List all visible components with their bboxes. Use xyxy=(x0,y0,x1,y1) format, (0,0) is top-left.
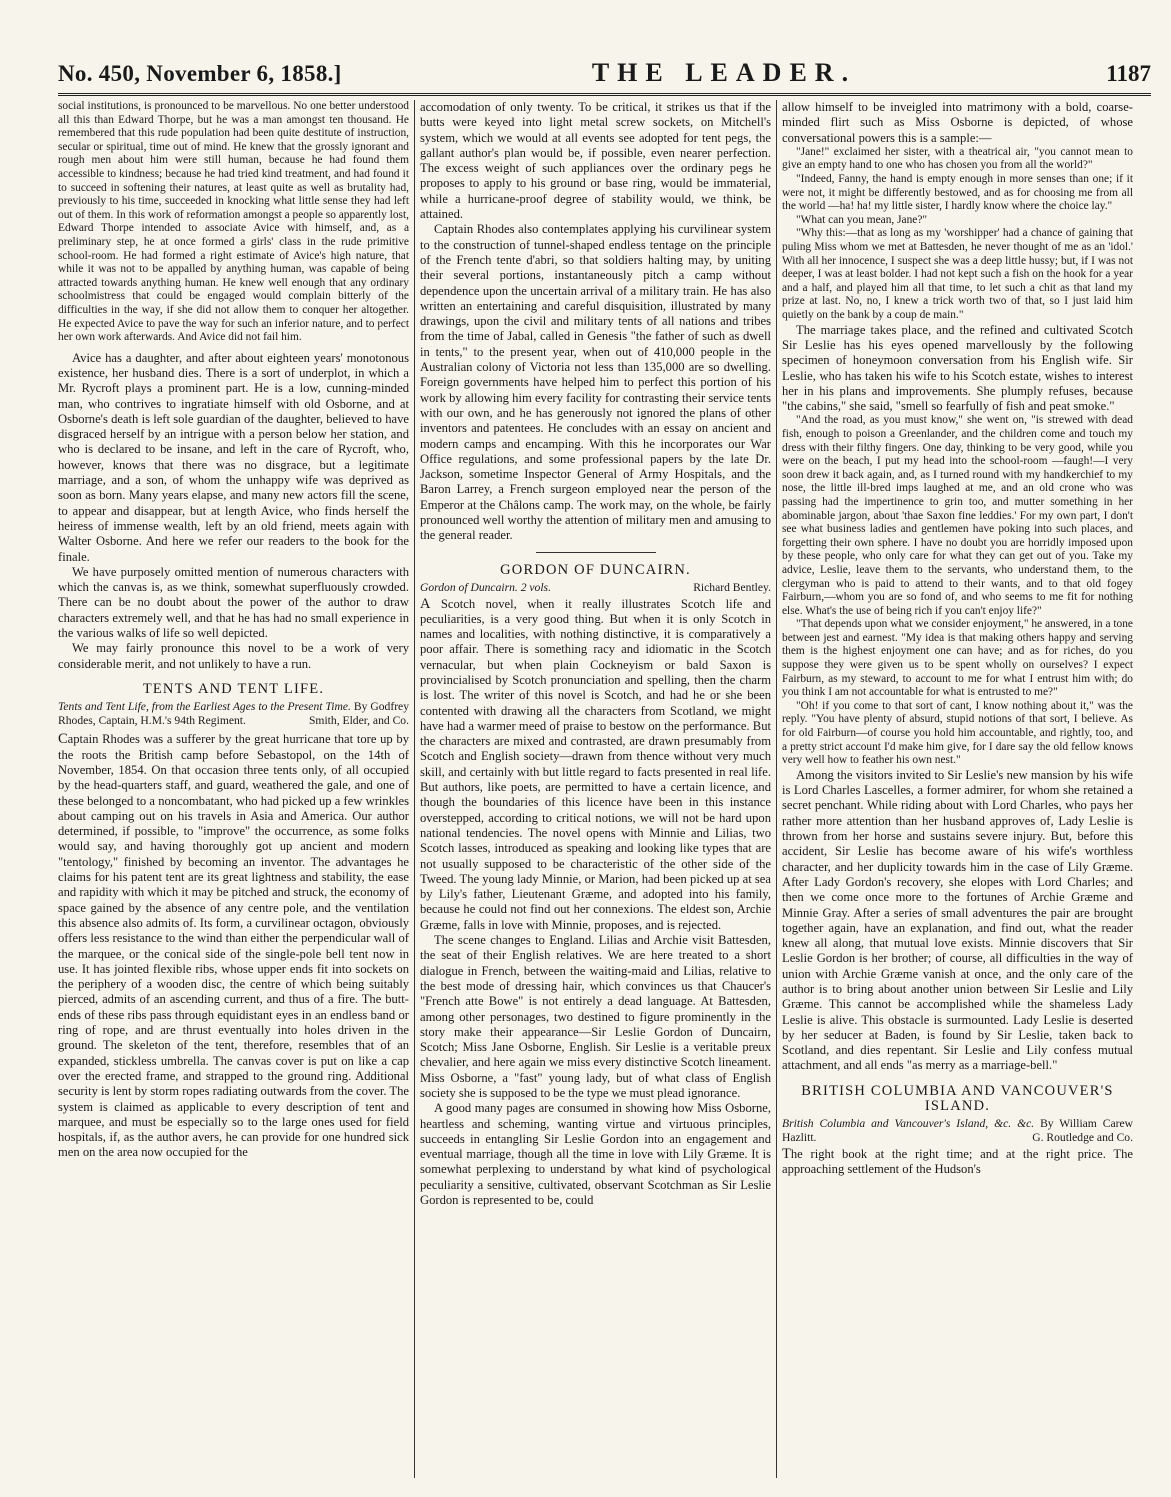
book-title: British Columbia and Vancouver's Island, &c. &c. xyxy=(782,1117,1035,1131)
column-3 xyxy=(782,100,1133,1478)
masthead-rule xyxy=(58,93,1151,98)
paragraph: social institutions, is pronounced to be marvellous. No one better understood all this than Edward Thorpe, but he was a man amongst ten thousand. He remembered that this rude population had been quite destitute of instruction, secular or spiritual, time out of mind. He knew that the grossly ignorant and rough men about him were still human, because he had found them accessible to kindness; because he had tried kind treatment, and had found it to succeed in softening their natures, at least quite as well as brutality had, previously to his time, succeeded in knocking what little sense they had left out of them. In this work of reformation amongst a people so apparently lost, Edward Thorpe intended to associate Avice with himself, and, as a preliminary step, he at once formed a girls' class in the rude primitive school-room. He had formed a right estimate of Avice's high nature, that while it was not to be appalled by anything human, was capable of being attracted towards anything human. He knew well enough that any ordinary schoolmistress that could be engaged would complain bitterly of the difficulties in the way, if she did not allow them to conquer her altogether. He expected Avice to pave the way for such an inferior nature, and to perfect her own work afterwards. And Avice did not fail him. xyxy=(58,100,409,344)
paragraph: We have purposely omitted mention of numerous characters with which the canvas is, as we think, somewhat superfluously crowded. There can be no doubt about the power of the author to draw characters extremely well, and that he has had no small experience in the various walks of life so well depicted. xyxy=(58,564,409,641)
book-title: Tents and Tent Life, from the Earliest Ages to the Present Time. xyxy=(58,700,351,714)
paragraph: Captain Rhodes was a sufferer by the great hurricane that tore up by the roots the British camp before Sebastopol, on the 14th of November, 1854. On that occasion three tents only, of all occupied by the head-quarters staff, and guard, weathered the gale, and one of these belonged to a noncombatant, who had picked up a few wrinkles about camping out on his travels in Asia and America. Our author determined, if possible, to "improve" the occurrence, as some folks would say, and having thoroughly got up ancient and modern "tentology," finished by becoming an inventor. The advantages he claims for his patent tent are its great lightness and stability, the ease and rapidity with which it may be pitched and struck, the economy of space gained by the absence of any centre pole, and the ventilation this absence also admits of. Its form, a curvilinear octagon, obviously offers less resistance to the wind than either the perpendicular wall of the marquee, or the conical side of the single-pole bell tent now in use. It has jointed flexible ribs, whose upper ends fit into sockets on the periphery of a wooden disc, the centre of which being suitably pierced, admits of an ascending current, and thus of a fire. The butt-ends of these ribs pass through equidistant eyes in an endless band or ring of rope, and are thrust eventually into holes driven in the ground. The skeleton of the tent, therefore, resembles that of an expanded, stickless umbrella. The canvas cover is put on like a cap over the erected frame, and strapped to the ground ring. Additional security is lent by storm ropes radiating outwards from the cover. The system is claimed as applicable to every description of tent and marquee, and must be especially so to the large ones used for field hospitals, if, as the author avers, he can provide for one hundred sick men on the area now occupied for the xyxy=(58,731,409,1160)
paragraph: allow himself to be inveigled into matrimony with a bold, coarse-minded flirt such as Miss Osborne is depicted, of whose conversational powers this is a sample:— xyxy=(782,100,1133,145)
biblio-line xyxy=(58,700,409,727)
column-divider xyxy=(414,100,415,1478)
biblio-line xyxy=(420,581,771,595)
paragraph: Captain Rhodes also contemplates applying his curvilinear system to the construction of tunnel-shaped endless tentage on the principle of the French tente d'abri, so that soldiers halting may, by uniting their several portions, instantaneously pitch a camp without dependence upon the uncertain arrival of a military train. He has also written an entertaining and careful disquisition, illustrated by many drawings, upon the civil and military tents of all nations and tribes from the time of Jabal, called in Genesis "the father of such as dwell in tents," to the present year, when out of 410,000 people in the Australian colony of Victoria not less than 135,000 are so dwelling. Foreign governments have helped him to perfect this portion of his work by allowing him every facility for contrasting their service tents with our own, and he has generously not ignored the plans of other inventors and patentees. He concludes with an essay on ancient and modern camps and encamping. With this he incorporates our War Office regulations, and some professional papers by the late Dr. Jackson, sometime Inspector General of Army Hospitals, and the Baron Larrey, a French surgeon employed near the person of the Emperor at the Châlons camp. The work may, on the whole, be fairly pronounced well worthy the attention of military men and amusing to the general reader. xyxy=(420,222,771,543)
paragraph: The scene changes to England. Lilias and Archie visit Battesden, the seat of their English relatives. We are here treated to a short dialogue in French, between the waiting-maid and Lilias, relative to the best mode of dressing hair, which convinces us that Chaucer's "French atte Bowe" is not entirely a dead language. At Battesden, among other personages, two destined to figure prominently in the story make their appearance—Sir Leslie Gordon of Duncairn, Scotch; Miss Jane Osborne, English. Sir Leslie is a veritable preux chevalier, and here again we miss every distinctive Scotch lineament. Miss Osborne, a "fast" young lady, but of what class of English society she is supposed to be the type we must plead ignorance. xyxy=(420,933,771,1100)
quote: "Oh! if you come to that sort of cant, I know nothing about it," was the reply. "You have plenty of absurd, stupid notions of that sort, I believe. As for old Fairburn—of course you hold him accountable, and rightly, too, and a pretty strict account I'd make him give, for I dare say the old fellow knows very well how to feather his own nest." xyxy=(782,699,1133,767)
paragraph: Among the visitors invited to Sir Leslie's new mansion by his wife is Lord Charles Lascelles, a former admirer, for whom she retained a secret penchant. While riding about with Lord Charles, who pays her rather more attention than her husband approves of, Lady Leslie is thrown from her horse and sustains severe injury. But, before this accident, Sir Leslie has become aware of his wife's worthless character, and her duplicity towards him in the case of Lily Græme. After Lady Gordon's recovery, she elopes with Lord Charles; and then we come once more to the fortunes of Archie Græme and Minnie Gray. After a series of small adventures the pair are brought together again, have an explanation, and find out, what the reader knew all along, that mutual love exists. Minnie discovers that Sir Leslie Gordon is her brother; of course, all difficulties in the way of union with Archie Græme vanish at once, and the only care of the author is to bring about another union between Sir Leslie and Lily Græme. This cannot be accomplished while the shameless Lady Leslie is alive. This obstacle is surmounted. Lady Leslie is deserted by her seducer at Baden, is found by Sir Leslie, taken back to Scotland, and dies repentant. Sir Leslie and Lily confess mutual attachment, and all ends "as merry as a marriage-bell." xyxy=(782,767,1133,1073)
paragraph: We may fairly pronounce this novel to be a work of very considerable merit, and not unlikely to have a run. xyxy=(58,641,409,671)
book-publisher: G. Routledge and Co. xyxy=(1032,1130,1133,1144)
biblio-line xyxy=(782,1117,1133,1144)
book-publisher: Richard Bentley. xyxy=(693,580,771,594)
book-title: Gordon of Duncairn. 2 vols. xyxy=(420,580,551,594)
issue-date: No. 450, November 6, 1858.] xyxy=(58,61,342,86)
quote: "And the road, as you must know," she went on, "is strewed with dead fish, enough to poison a Greenlander, and the children come and touch my dress with their filthy fingers. One day, thinking to be very good, while you were on the beach, I put my head into the school-room —faugh!—I very soon drew it back again, and, as I turned round with my handkerchief to my nose, the little ill-bred imps laughed at me, and an old crone who was passing had the impertinence to grin too, and mutter something in her abominable jargon, about 'thae Saxon fine leddies.' For my own part, I don't see what business ladies and gentlemen have poking into such places, and forgetting their own sphere. I have no doubt you are horridly imposed upon by these people, who only care for what they can get out of you. Take my advice, Leslie, leave them to the servants, who understand them, to the clergyman who is paid to attend to their wants, and to that old fogey Fairburn,—whom you are so fond of, and who seems to me fit for nothing else. What's the use of being rich if you can't enjoy life?" xyxy=(782,414,1133,617)
column-divider xyxy=(776,100,777,1478)
section-title-british-columbia: BRITISH COLUMBIA AND VANCOUVER'S ISLAND. xyxy=(801,1082,1114,1115)
section-rule xyxy=(536,552,656,553)
quote: "Indeed, Fanny, the hand is empty enough in more senses than one; if it were not, it might be differently bestowed, and as for choosing me from all the world —ha! ha! my little sister, I hardly know where the choice lay." xyxy=(782,173,1133,213)
section-title-gordon: GORDON OF DUNCAIRN. xyxy=(500,561,691,578)
paragraph: The marriage takes place, and the refined and cultivated Scotch Sir Leslie has his eyes opened marvellously by the following specimen of honeymoon conversation from his English wife. Sir Leslie, who has taken his wife to his Scotch estate, wishes to interest her in his plans and improvements. She plumply refuses, because "the cabins," she said, "smell so fearfully of fish and peat smoke." xyxy=(782,322,1133,414)
paragraph: A good many pages are consumed in showing how Miss Osborne, heartless and scheming, wanting virtue and virtuous principles, succeeds in entangling Sir Leslie Gordon into an engagement and eventual marriage, though all the time in love with Lily Græme. It is somewhat perplexing to understand by what kind of psychological peculiarity a sensitive, cultivated, observant Scotchman as Sir Leslie Gordon is represented to be, could xyxy=(420,1101,771,1208)
paragraph: The right book at the right time; and at the right price. The approaching settlement of the Hudson's xyxy=(782,1145,1133,1176)
paragraph: Avice has a daughter, and after about eighteen years' monotonous existence, her husband dies. There is a sort of underplot, in which a Mr. Rycroft plays a prominent part. He is a low, cunning-minded man, who contrives to ingratiate himself with old Osborne, and at Osborne's death is left sole guardian of the daughter, believed to have disgraced herself by an intrigue with a person below her station, and who is declared to be insane, and left in the care of Rycroft, who, however, knows that there was no disgrace, but a legitimate marriage, and a son, of whom the unhappy wife was deprived as soon as born. Many years elapse, and many new actors fill the scene, to appear and disappear, but at length Avice, who finds herself the heiress of immense wealth, left by an old friend, meets again with Walter Osborne. And here we refer our readers to the book for the finale. xyxy=(58,350,409,564)
quote: "Why this:—that as long as my 'worshipper' had a chance of gaining that puling Miss whom we met at Battesden, he never thought of me as an 'idol.' With all her innocence, I suspect she was a deep little hussy; but, if I was not deeper, I was at least bolder. I had not kept such a fish on the hook for a year and a half, and played him all that time, to let such a chit as that land my prize at last. No, no, I knew a trick worth two of that, so I just laid him quietly on the bank by a coup de main." xyxy=(782,227,1133,322)
columns xyxy=(58,100,1151,1478)
page-number: 1187 xyxy=(1106,61,1151,86)
book-author: By Godfrey Rhodes, Captain, H.M.'s 94th Regiment. xyxy=(58,700,409,727)
paragraph: accomodation of only twenty. To be critical, it strikes us that if the butts were keyed into light metal screw sockets, on Mitchell's system, which we would at all events see adopted for tent pegs, the gallant author's plan would be, if possible, even nearer perfection. The excess weight of such appliances over the ordinary pegs he proposes to apply to his ground or base ring, would be immaterial, while a hurricane-proof degree of stability would, we think, be attained. xyxy=(420,100,771,222)
newspaper-title: THE LEADER. xyxy=(591,58,857,87)
book-author: By William Carew Hazlitt. xyxy=(782,1117,1133,1144)
column-2 xyxy=(420,100,771,1478)
masthead xyxy=(58,58,1151,92)
column-1 xyxy=(58,100,409,1478)
quote: "Jane!" exclaimed her sister, with a theatrical air, "you cannot mean to give an empty hand to one who has chosen you from all the world?" xyxy=(782,145,1133,172)
section-title-tents: TENTS AND TENT LIFE. xyxy=(142,680,325,697)
book-publisher: Smith, Elder, and Co. xyxy=(308,713,409,727)
quote: "That depends upon what we consider enjoyment," he answered, in a tone between jest and earnest. "My idea is that making others happy and serving them is the highest enjoyment one can have; and as for riches, do you suppose they were given us to be spent wholly on ourselves? I expect Fairburn, as my steward, to account to me for what I entrust him with; do you think I am not accountable for what is entrusted to me?" xyxy=(782,618,1133,699)
paragraph: A Scotch novel, when it really illustrates Scotch life and peculiarities, is a very good thing. But when it is only Scotch in names and localities, with nothing distinctive, it is comparatively a poor affair. There is something racy and idiomatic in the Scotch vernacular, but when plain Cockneyism or bald Saxon is provincialised by Scotch pronunciation and spelling, then the charm is lost. The writer of this novel is Scotch, and had he or she been contented with drawing all the characters from Scotland, we might have had a warmer meed of praise to bestow on the performance. But the characters are mixed and contrasted, are drawn presumably from Scotch and English society—drawn from thence without very much skill, and certainly with but little regard to facts presented in real life. But authors, like poets, are permitted to have a certain licence, and though the boundaries of this licence have been in this instance overstepped, according to critical notions, we will not be hard upon national tendencies. The novel opens with Minnie and Lilias, two Scotch lasses, introduced as speaking and looking like types that are not usually supposed to be characteristic of the other side of the Tweed. The young lady Minnie, or Marion, had been picked up at sea by Lily's father, Lieutenant Græme, and adopted into his family, because he could not find out her connexions. The eldest son, Archie Græme, falls in love with Minnie, proposes, and is rejected. xyxy=(420,595,771,932)
quote: "What can you mean, Jane?" xyxy=(796,213,928,226)
